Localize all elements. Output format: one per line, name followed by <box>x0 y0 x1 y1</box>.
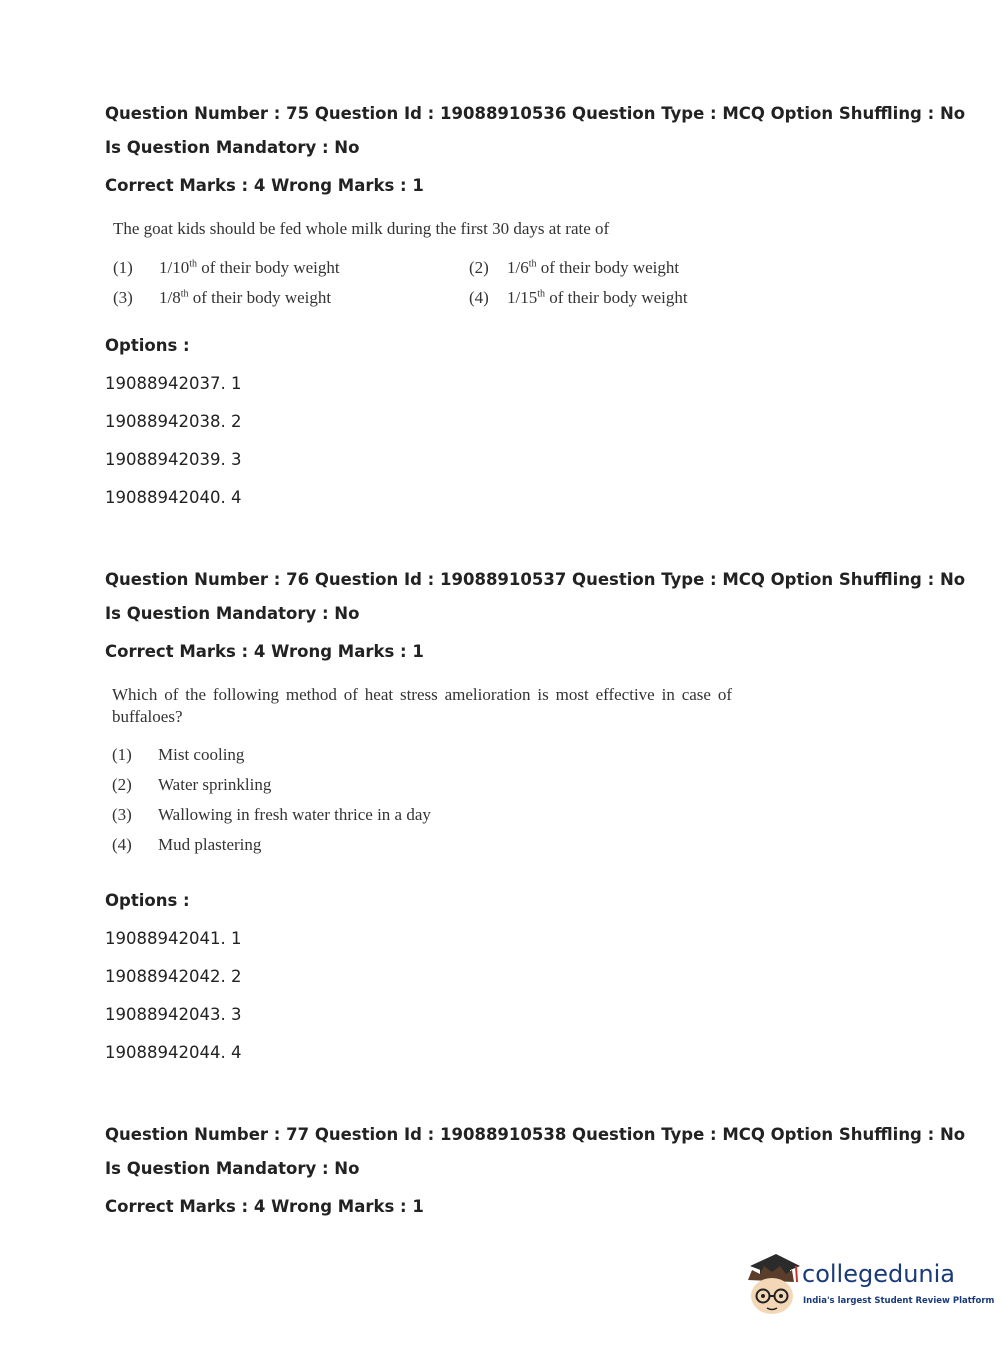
option-id: 19088942041. 1 <box>105 929 242 948</box>
option-id: 19088942044. 4 <box>105 1043 242 1062</box>
option-id: 19088942038. 2 <box>105 412 242 431</box>
choice-2: (2) Water sprinkling <box>112 775 272 794</box>
choice-1: (1) 1/10th of their body weight <box>113 258 340 277</box>
options-title: Options : <box>105 336 190 355</box>
question-header: Question Number : 77 Question Id : 19088910538 Question Type : MCQ Option Shuffling : No <box>105 1125 966 1144</box>
options-title: Options : <box>105 891 190 910</box>
question-stem: The goat kids should be fed whole milk during the first 30 days at rate of <box>113 219 610 238</box>
mandatory-label: Is Question Mandatory : No <box>105 604 360 623</box>
choice-3: (3) Wallowing in fresh water thrice in a day <box>112 805 431 824</box>
collegedunia-logo <box>742 1252 995 1322</box>
choice-4: (4) 1/15th of their body weight <box>469 288 688 307</box>
choice-3: (3) 1/8th of their body weight <box>113 288 332 307</box>
logo-wordmark: collegedunia <box>802 1260 956 1288</box>
option-id: 19088942040. 4 <box>105 488 242 507</box>
question-header: Question Number : 75 Question Id : 19088910536 Question Type : MCQ Option Shuffling : No <box>105 104 966 123</box>
logo-tagline: India's largest Student Review Platform <box>803 1296 995 1306</box>
stem-line-1: Which of the following method of heat stress amelioration is most effective in case of <box>112 685 732 704</box>
marks-label: Correct Marks : 4 Wrong Marks : 1 <box>105 642 424 661</box>
option-id: 19088942039. 3 <box>105 450 242 469</box>
stem-line-2: buffaloes? <box>112 707 183 726</box>
option-id: 19088942042. 2 <box>105 967 242 986</box>
question-stem <box>112 684 732 728</box>
choice-2: (2) 1/6th of their body weight <box>469 258 680 277</box>
mandatory-label: Is Question Mandatory : No <box>105 138 360 157</box>
option-id: 19088942037. 1 <box>105 374 242 393</box>
option-id: 19088942043. 3 <box>105 1005 242 1024</box>
marks-label: Correct Marks : 4 Wrong Marks : 1 <box>105 176 424 195</box>
mascot-icon <box>742 1252 802 1318</box>
marks-label: Correct Marks : 4 Wrong Marks : 1 <box>105 1197 424 1216</box>
mandatory-label: Is Question Mandatory : No <box>105 1159 360 1178</box>
choice-1: (1) Mist cooling <box>112 745 245 764</box>
question-header: Question Number : 76 Question Id : 19088910537 Question Type : MCQ Option Shuffling : No <box>105 570 966 589</box>
choice-4: (4) Mud plastering <box>112 835 262 854</box>
